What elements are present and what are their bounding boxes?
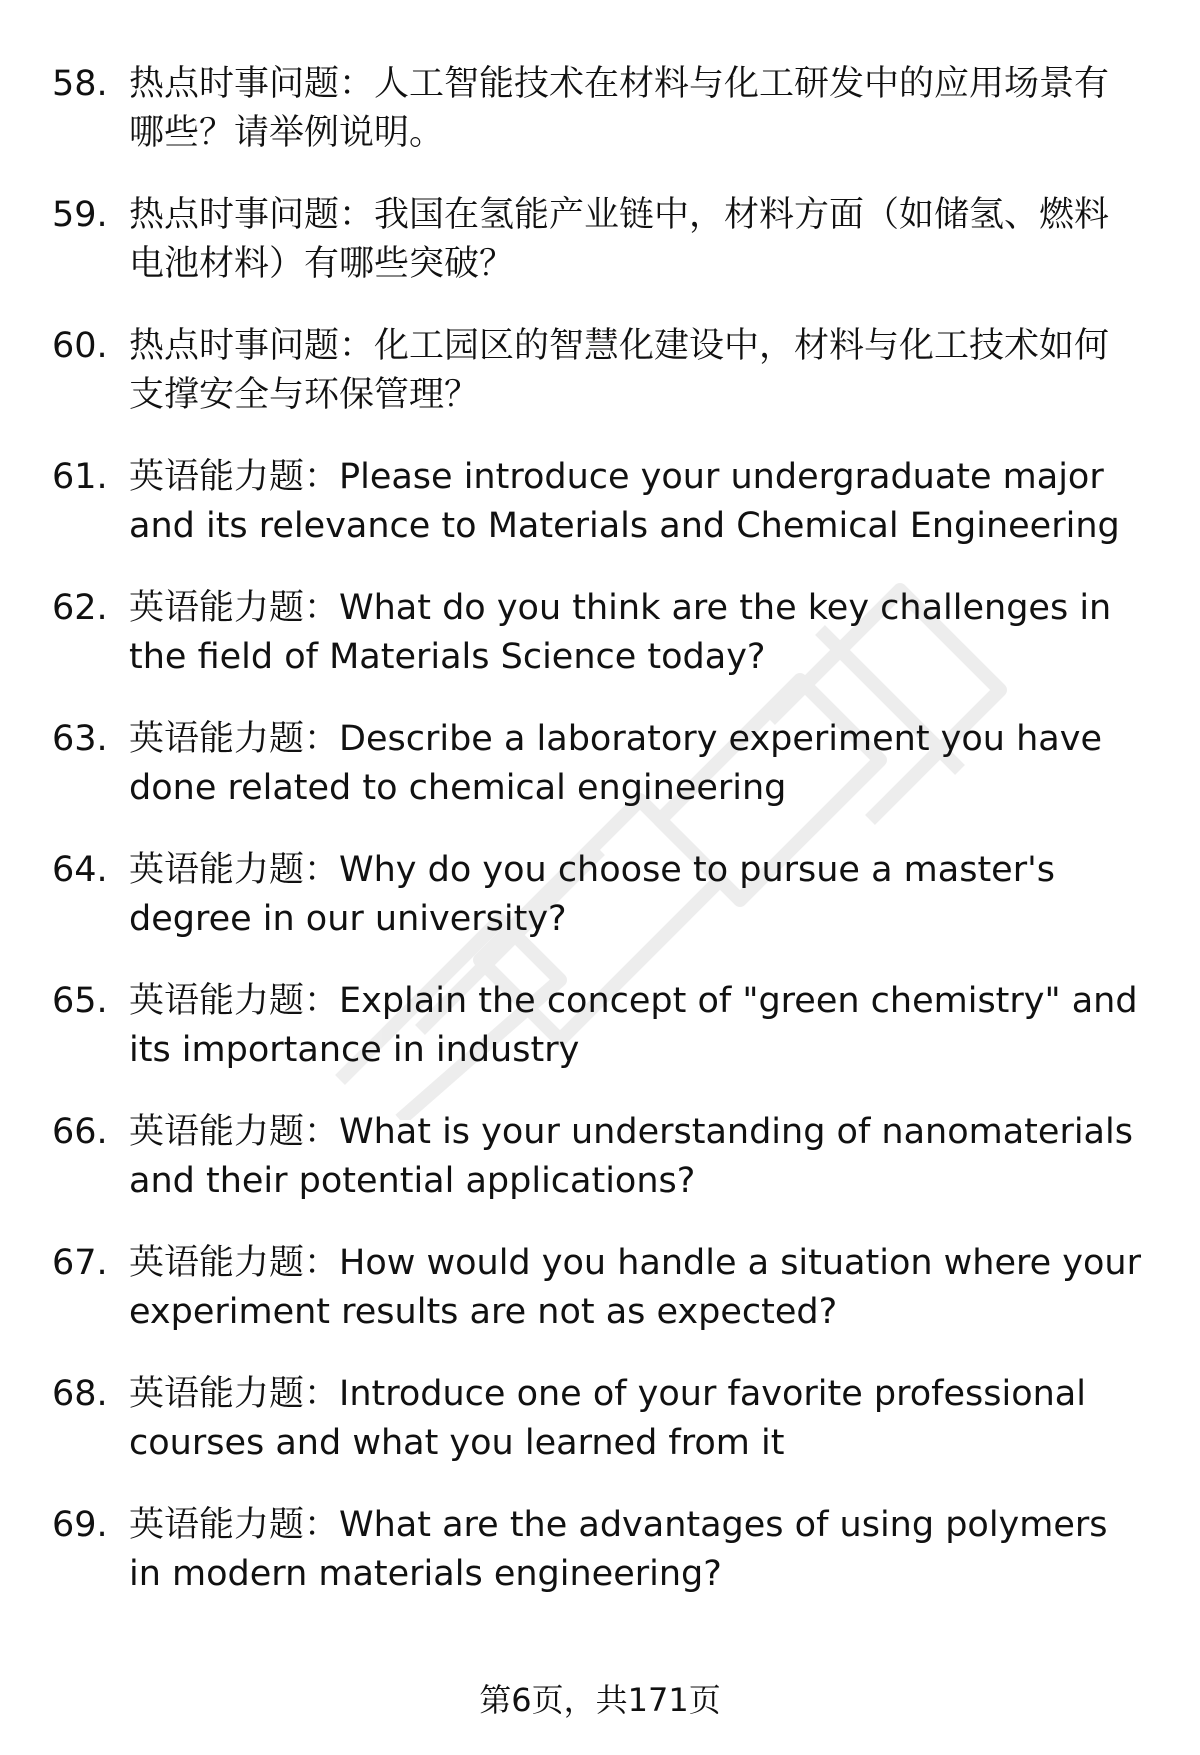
question-item [52,1239,1142,1337]
page-footer [0,1680,1200,1720]
question-text: 英语能力题：Introduce one of your favorite professional courses and what you learned from it [129,1374,1086,1463]
question-text: 英语能力题：Explain the concept of "green chemistry" and its importance in industry [129,981,1138,1070]
question-text: 英语能力题：What do you think are the key challenges in the field of Materials Science today? [129,588,1112,677]
question-number: 66. [52,1112,108,1152]
question-number: 65. [52,981,108,1021]
question-number: 60. [52,326,108,366]
question-item [52,1370,1142,1468]
question-number: 61. [52,457,108,497]
question-item [52,1108,1142,1206]
question-item [52,60,1142,158]
question-number: 68. [52,1374,108,1414]
question-text: 英语能力题：What is your understanding of nanomaterials and their potential applications? [129,1112,1133,1201]
question-text: 英语能力题：How would you handle a situation where your experiment results are not as expected? [129,1243,1141,1332]
question-item [52,846,1142,944]
question-number: 62. [52,588,108,628]
question-number: 58. [52,64,108,104]
page-number-label: 第6页，共171页 [479,1681,721,1719]
question-text: 热点时事问题：人工智能技术在材料与化工研发中的应用场景有哪些？请举例说明。 [129,64,1110,153]
question-number: 64. [52,850,108,890]
question-item [52,715,1142,813]
question-text: 热点时事问题：化工园区的智慧化建设中，材料与化工技术如何支撑安全与环保管理？ [129,326,1110,415]
question-text: 热点时事问题：我国在氢能产业链中，材料方面（如储氢、燃料电池材料）有哪些突破？ [129,195,1110,284]
question-text: 英语能力题：What are the advantages of using polymers in modern materials engineering? [129,1505,1108,1594]
question-item [52,191,1142,289]
question-number: 63. [52,719,108,759]
question-item [52,1501,1142,1599]
question-number: 59. [52,195,108,235]
question-item [52,977,1142,1075]
question-item [52,322,1142,420]
question-item [52,584,1142,682]
question-item [52,453,1142,551]
question-text: 英语能力题：Describe a laboratory experiment you have done related to chemical engineering [129,719,1102,808]
question-number: 69. [52,1505,108,1545]
question-text: 英语能力题：Please introduce your undergraduate major and its relevance to Materials and Chemical Engineering [129,457,1120,546]
question-list [52,60,1142,1632]
question-number: 67. [52,1243,108,1283]
question-text: 英语能力题：Why do you choose to pursue a master's degree in our university? [129,850,1055,939]
